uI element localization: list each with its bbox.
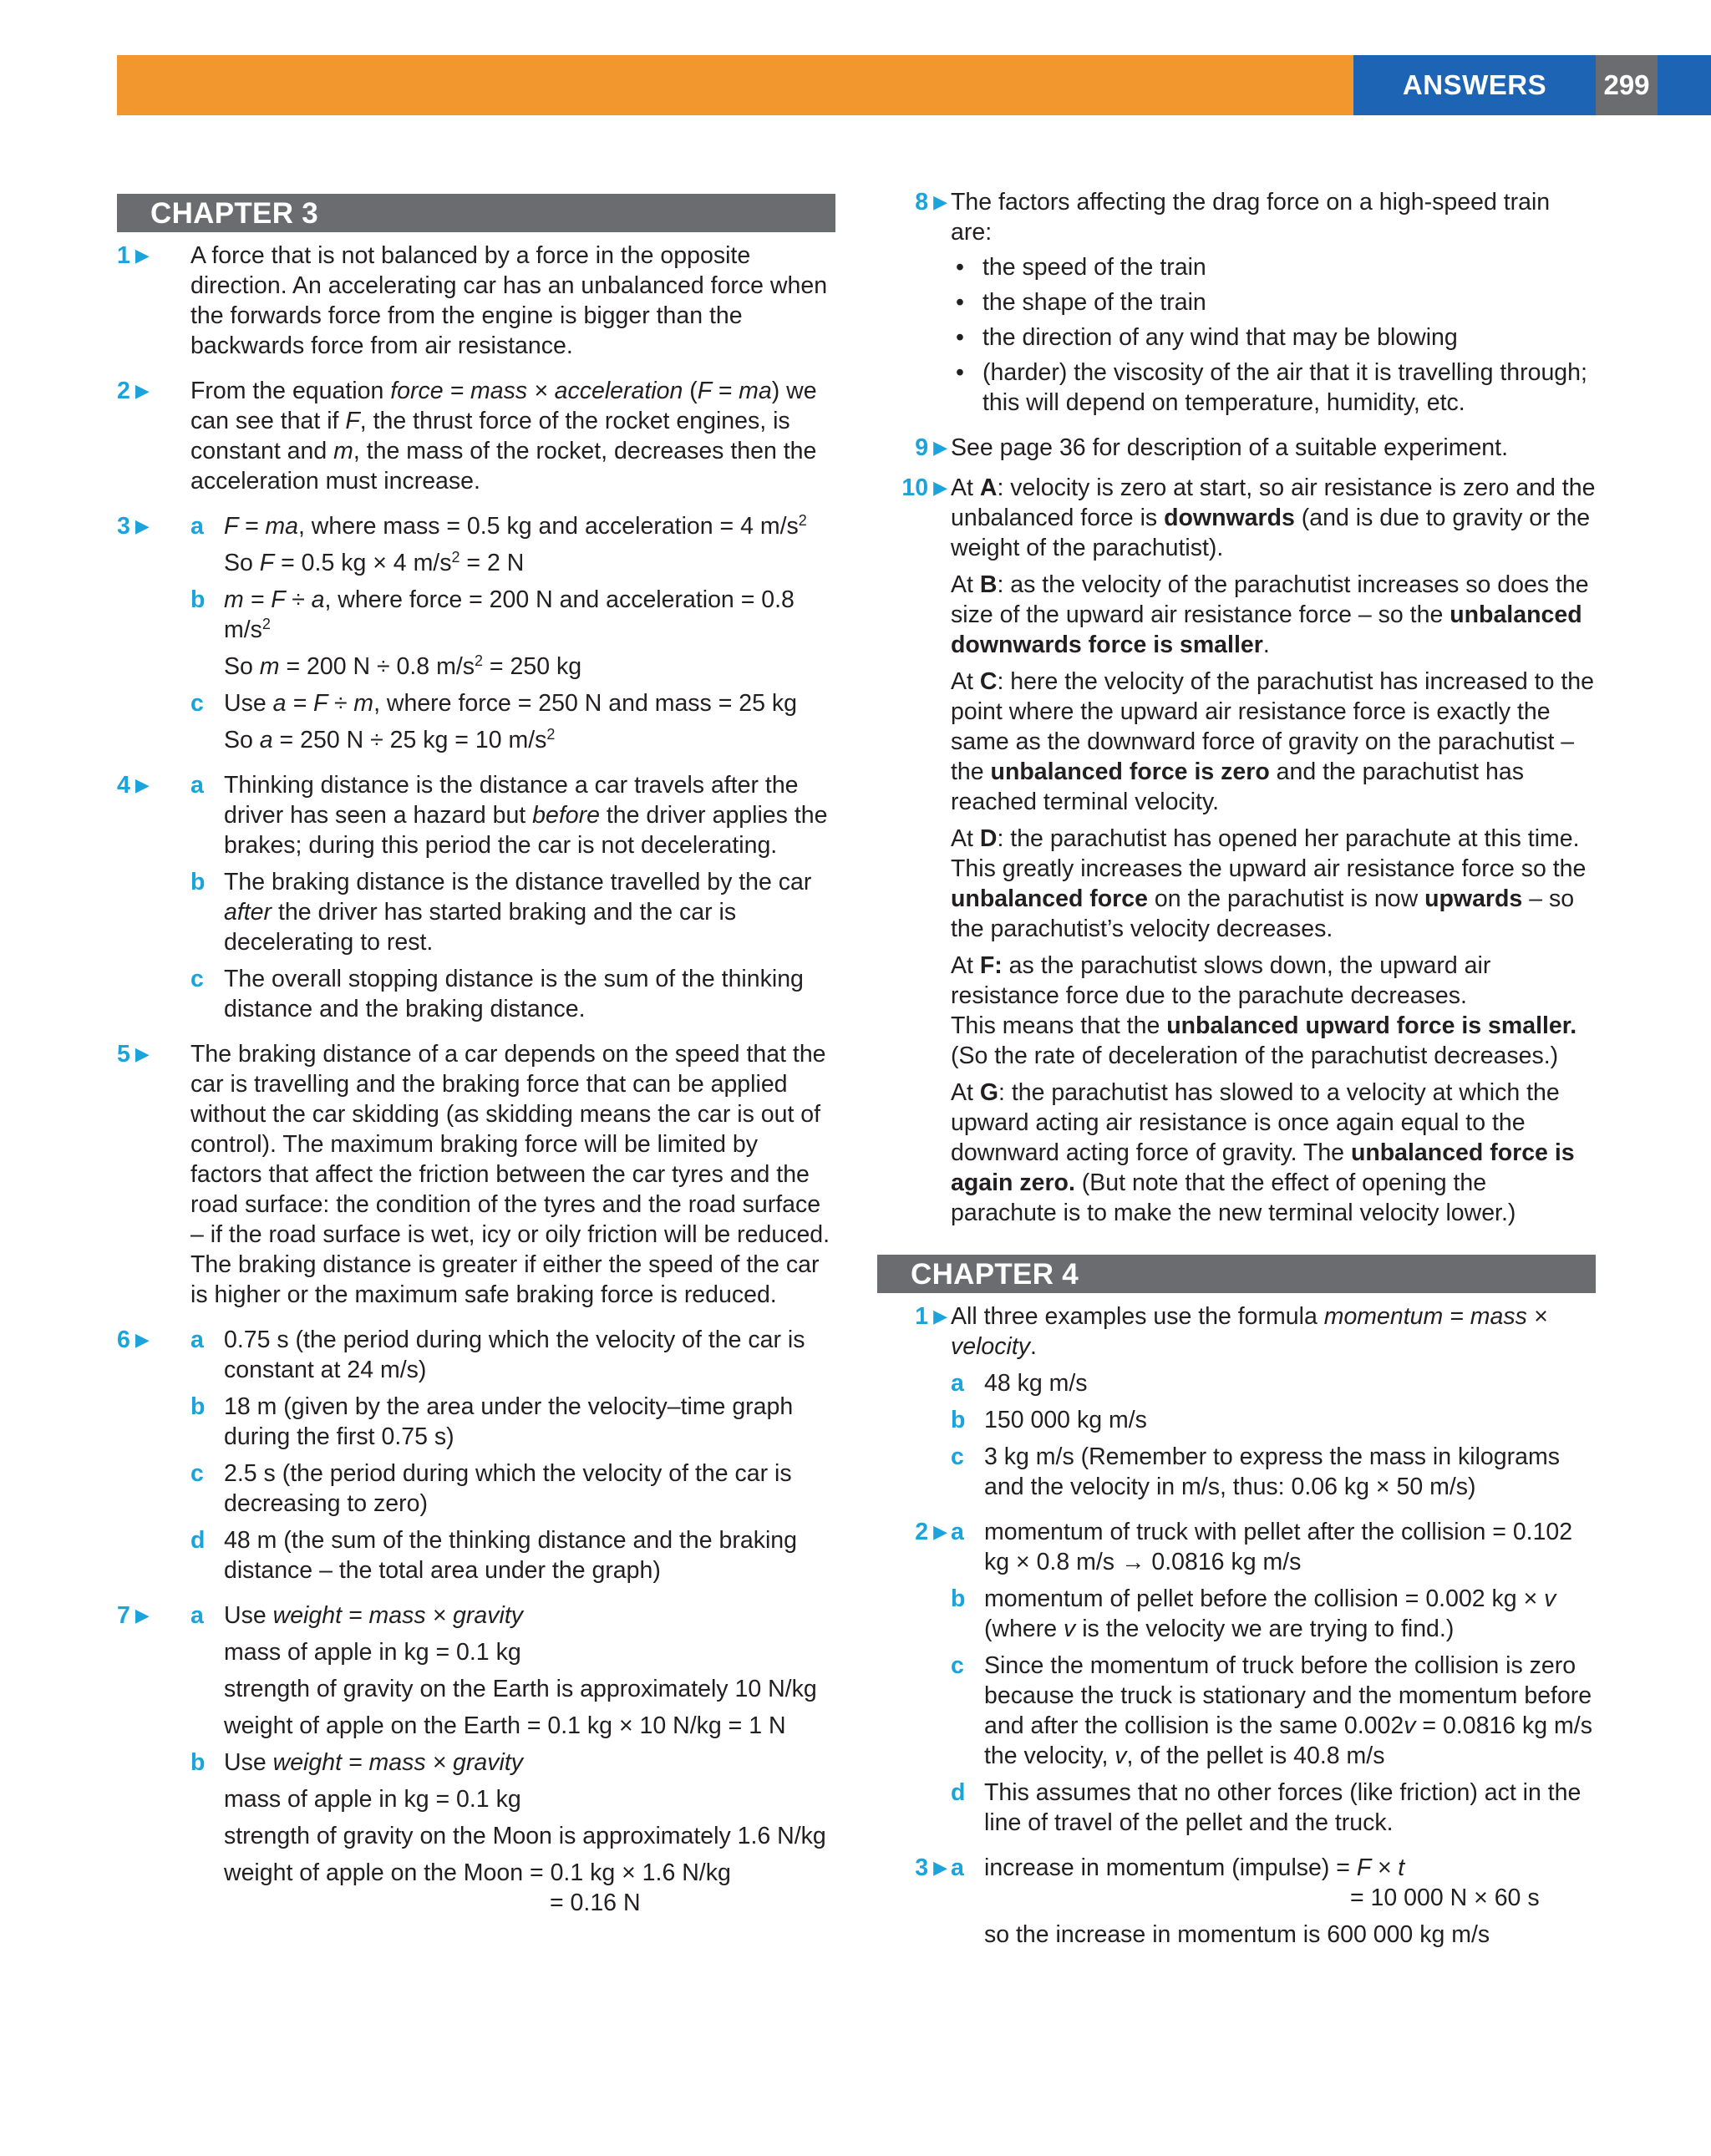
part-a: a 48 kg m/s	[951, 1370, 1088, 1397]
question-7	[117, 1601, 835, 1918]
question-number: 6 ▶	[117, 1327, 150, 1353]
part-a: a momentum of truck with pellet after the collision = 0.102 kg × 0.8 m/s → 0.0816 kg m/s	[951, 1519, 1573, 1575]
question-number: 7 ▶	[117, 1602, 150, 1629]
left-column	[117, 194, 835, 1933]
part-b: b The braking distance is the distance travelled by the car after the driver has started braking and the car is decelerating to rest.	[190, 869, 812, 956]
answer-text: The braking distance of a car depends on the speed that the car is travelling and the braking force that can be applied without the car skidding (as skidding means the car is out of control). The maximum braking force will be limited by factors that affect the friction between the car tyres and the road surface: the condition of the tyres and the road surface – if the road surface is wet, icy or oily friction will be reduced. The braking distance is greater if either the speed of the car is higher or the maximum safe braking force is reduced.	[190, 1041, 830, 1308]
point-f-continued: This means that the unbalanced upward force is smaller. (So the rate of deceleration of the parachutist decreases.)	[951, 1012, 1577, 1069]
question-8: 8 ▶ The factors affecting the drag force on a high-speed train are: • the speed of the train • the shape of the train • the direction of any wind that may be blowing • (harder) the viscosity of the air that it is travelling through; this will depend on temperature, humidity, etc.	[877, 187, 1596, 418]
question-3	[117, 511, 835, 755]
question-10	[877, 473, 1596, 1228]
question-number: 3 ▶	[117, 513, 150, 540]
part-b: b 18 m (given by the area under the velocity–time graph during the first 0.75 s)	[190, 1393, 794, 1450]
part-c: c Use a = F ÷ m, where force = 250 N and mass = 25 kg So a = 250 N ÷ 25 kg = 10 $m/s^2$	[190, 690, 798, 753]
question-5	[117, 1039, 835, 1310]
bullet-item: • the direction of any wind that may be blowing	[956, 324, 1458, 351]
bullet-item: • the shape of the train	[956, 289, 1206, 316]
question-9: 9 ▶ See page 36 for description of a suitable experiment.	[877, 433, 1596, 463]
question-number: 2 ▶	[117, 378, 150, 404]
part-a: a increase in momentum (impulse) = F × t = 10 000 N × 60 s so the increase in momentum is 600 000 kg m/s	[951, 1854, 1540, 1948]
bullet-item: • (harder) the viscosity of the air that it is travelling through; this will depend on temperature, humidity, etc.	[956, 359, 1587, 416]
question-4	[117, 770, 835, 1024]
question-number: 9 ▶	[915, 434, 947, 461]
question-2	[117, 376, 835, 496]
answer-text: From the equation force = mass × acceleration (F = ma) we can see that if F, the thrust force of the rocket engines, is constant and m, the mass of the rocket, decreases then the acceleration must increase.	[190, 378, 817, 495]
part-b: b Use weight = mass × gravity mass of apple in kg = 0.1 kg strength of gravity on the Moon is approximately 1.6 N/kg weight of apple on the Moon = 0.1 kg × 1.6 N/kg = 0.16 N	[190, 1749, 826, 1916]
section-title: ANSWERS	[1353, 55, 1596, 115]
question-1-ch4: 1 ▶ All three examples use the formula momentum = mass × velocity. a 48 kg m/s b 150 000 kg m/s c 3 kg m/s (Remember to express the mass in kilograms and the velocity in m/s, thus: 0.06 kg × 50 m/s)	[877, 1301, 1596, 1502]
part-a: a Use weight = mass × gravity mass of apple in kg = 0.1 kg strength of gravity on the Earth is approximately 10 N/kg weight of apple on the Earth = 0.1 kg × 10 N/kg = 1 N	[190, 1602, 817, 1739]
question-number: 1 ▶	[915, 1303, 947, 1330]
part-c: c 2.5 s (the period during which the velocity of the car is decreasing to zero)	[190, 1460, 792, 1517]
part-a: a Thinking distance is the distance a car travels after the driver has seen a hazard but before the driver applies the brakes; during this period the car is not decelerating.	[190, 772, 828, 859]
header-edge-strip	[1658, 55, 1711, 115]
part-b: b 150 000 kg m/s	[951, 1407, 1147, 1433]
chapter-4-heading: CHAPTER 4	[877, 1255, 1596, 1293]
point-b: At B: as the velocity of the parachutist increases so does the size of the upward air resistance force – so the unbalanced downwards force is smaller.	[951, 571, 1589, 658]
page-number: 299	[1596, 55, 1658, 115]
point-a: At A: velocity is zero at start, so air resistance is zero and the unbalanced force is downwards (and is due to gravity or the weight of the parachutist).	[951, 474, 1596, 561]
part-a: a 0.75 s (the period during which the velocity of the car is constant at 24 m/s)	[190, 1327, 805, 1383]
question-2-ch4	[877, 1517, 1596, 1838]
question-3-ch4	[877, 1853, 1596, 1950]
question-6	[117, 1325, 835, 1585]
part-c: c The overall stopping distance is the sum of the thinking distance and the braking distance.	[190, 966, 804, 1022]
question-number: 3 ▶	[915, 1854, 947, 1881]
part-a: a F = ma, where mass = 0.5 kg and acceleration = 4 $m/s^2$ So F = 0.5 kg × 4 $m/s^2 = 2$ N	[190, 512, 807, 576]
question-number: 5 ▶	[117, 1041, 150, 1068]
question-number: 8 ▶	[915, 189, 947, 216]
right-column	[877, 187, 1596, 1965]
part-c: c Since the momentum of truck before the collision is zero because the truck is stationary and the momentum before and after the collision is the same 0.002v = 0.0816 kg m/s the velocity, v, of the pellet is 40.8 m/s	[951, 1652, 1592, 1769]
question-number: 4 ▶	[117, 772, 150, 799]
question-1	[117, 241, 835, 361]
point-d: At D: the parachutist has opened her parachute at this time. This greatly increases the upward air resistance force so the unbalanced force on the parachutist is now upwards – so the parachutist’s velocity decreases.	[951, 825, 1587, 942]
question-number: 2 ▶	[915, 1519, 947, 1545]
answer-text: A force that is not balanced by a force in the opposite direction. An accelerating car has an unbalanced force when the forwards force from the engine is bigger than the backwards force from air resistance.	[190, 242, 828, 359]
point-f: At F: as the parachutist slows down, the upward air resistance force due to the parachute decreases.	[951, 952, 1491, 1009]
chapter-3-heading: CHAPTER 3	[117, 194, 835, 232]
bullet-item: • the speed of the train	[956, 254, 1206, 281]
part-d: d 48 m (the sum of the thinking distance and the braking distance – the total area under the graph)	[190, 1527, 797, 1584]
part-b: b m = F ÷ a, where force = 200 N and acceleration = 0.8 $m/s^2$ So m = 200 N ÷ 0.8 $m/s^2 = 250$ kg	[190, 586, 795, 680]
part-b: b momentum of pellet before the collision = 0.002 kg × v (where v is the velocity we are trying to find.)	[951, 1585, 1556, 1642]
part-d: d This assumes that no other forces (like friction) act in the line of travel of the pellet and the truck.	[951, 1779, 1582, 1836]
question-number: 10 ▶	[901, 474, 947, 501]
point-g: At G: the parachutist has slowed to a velocity at which the upward acting air resistance is once again equal to the downward acting force of gravity. The unbalanced force is again zero. (But note that the effect of opening the parachute is to make the new terminal velocity lower.)	[951, 1079, 1575, 1226]
question-number: 1 ▶	[117, 242, 150, 269]
part-c: c 3 kg m/s (Remember to express the mass in kilograms and the velocity in m/s, thus: 0.06 kg × 50 m/s)	[951, 1443, 1560, 1500]
point-c: At C: here the velocity of the parachutist has increased to the point where the upward air resistance force is exactly the same as the downward force of gravity on the parachutist – the unbalanced force is zero and the parachutist has reached terminal velocity.	[951, 668, 1594, 815]
